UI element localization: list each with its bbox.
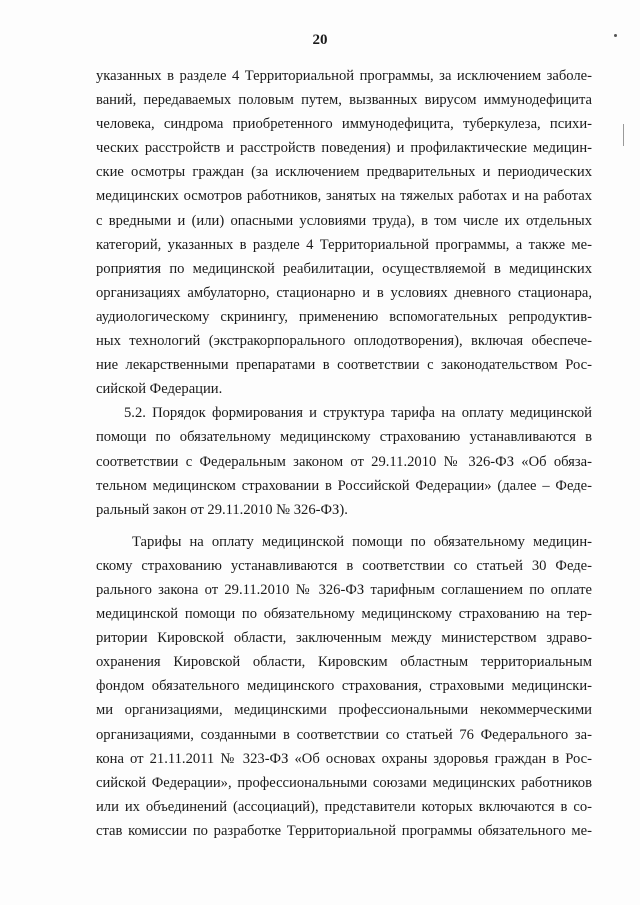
paragraph-2 bbox=[96, 401, 592, 521]
text-line: ние лекарственными препаратами в соответствии с законодательством Рос- bbox=[96, 357, 592, 374]
text-line: ми организациями, медицинскими профессиональными некоммерческими bbox=[96, 702, 592, 719]
text-line: организациями, созданными в соответствии со статьей 76 Федерального за- bbox=[96, 726, 592, 743]
text-line: ральный закон от 29.11.2010 № 326-ФЗ). bbox=[96, 501, 348, 518]
text-line: категорий, указанных в разделе 4 Территориальной программы, а также ме- bbox=[96, 236, 592, 253]
text-line: 5.2. Порядок формирования и структура тарифа на оплату медицинской bbox=[124, 405, 592, 422]
document-body bbox=[96, 64, 592, 843]
scan-margin-mark bbox=[623, 124, 624, 146]
text-line: став комиссии по разработке Территориальной программы обязательного ме- bbox=[96, 822, 592, 839]
text-line: скому страхованию устанавливаются в соответствии со статьей 30 Феде- bbox=[96, 557, 592, 574]
text-line: медицинских осмотров работников, занятых на тяжелых работах и на работах bbox=[96, 188, 592, 205]
text-line: человека, синдрома приобретенного иммунодефицита, туберкулеза, психи- bbox=[96, 116, 592, 133]
text-line: медицинской помощи по обязательному медицинскому страхованию на тер- bbox=[96, 606, 592, 623]
text-line: указанных в разделе 4 Территориальной программы, за исключением заболе- bbox=[96, 68, 592, 84]
page-number: 20 bbox=[312, 32, 328, 48]
text-line: аудиологическому скринингу, применению вспомогательных репродуктив- bbox=[96, 308, 592, 325]
text-line: организациях амбулаторно, стационарно и в условиях дневного стационара, bbox=[96, 284, 592, 301]
text-line: кона от 21.11.2011 № 323-ФЗ «Об основах охраны здоровья граждан в Рос- bbox=[96, 750, 592, 767]
paragraph-3 bbox=[96, 530, 592, 843]
text-line: или их объединений (ассоциаций), представители которых включаются в со- bbox=[96, 798, 592, 815]
text-line: ские осмотры граждан (за исключением предварительных и периодических bbox=[96, 164, 592, 181]
text-line: с вредными и (или) опасными условиями труда), в том числе их отдельных bbox=[96, 212, 592, 229]
text-line: ных технологий (экстракорпорального оплодотворения), включая обеспече- bbox=[96, 333, 592, 350]
text-line: сийской Федерации», профессиональными союзами медицинских работников bbox=[96, 774, 592, 791]
text-line: соответствии с Федеральным законом от 29.11.2010 № 326-ФЗ «Об обяза- bbox=[96, 453, 592, 470]
text-line: охранения Кировской области, Кировским областным территориальным bbox=[96, 654, 592, 671]
text-line: ритории Кировской области, заключенным между министерством здраво- bbox=[96, 630, 592, 647]
text-line: ческих расстройств и расстройств поведения) и профилактические медицин- bbox=[96, 140, 592, 157]
text-line: сийской Федерации. bbox=[96, 381, 223, 398]
paragraph-1 bbox=[96, 64, 592, 401]
text-line: фондом обязательного медицинского страхования, страховыми медицински- bbox=[96, 678, 592, 695]
text-line: роприятия по медицинской реабилитации, осуществляемой в медицинских bbox=[96, 260, 592, 277]
paragraph-spacer bbox=[96, 522, 592, 530]
text-line: тельном медицинском страховании в Российской Федерации» (далее – Феде- bbox=[96, 477, 592, 494]
text-line: рального закона от 29.11.2010 № 326-ФЗ тарифным соглашением по оплате bbox=[96, 581, 592, 598]
text-line: помощи по обязательному медицинскому страхованию устанавливаются в bbox=[96, 429, 592, 446]
text-line: ваний, передаваемых половым путем, вызванных вирусом иммунодефицита bbox=[96, 92, 592, 109]
text-line: Тарифы на оплату медицинской помощи по обязательному медицин- bbox=[132, 533, 592, 550]
